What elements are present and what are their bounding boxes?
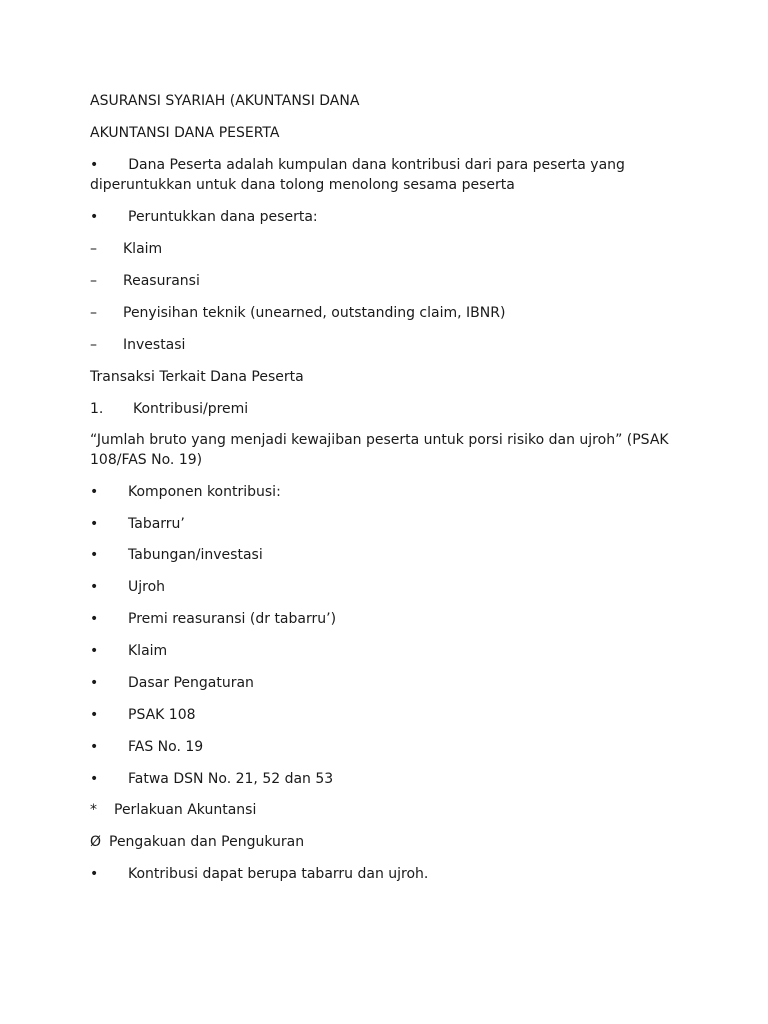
numbered-item-text: Kontribusi/premi bbox=[133, 401, 249, 417]
list-item-text: FAS No. 19 bbox=[128, 739, 204, 755]
bullet-marker: • bbox=[90, 675, 99, 691]
list-item-text: Fatwa DSN No. 21, 52 dan 53 bbox=[128, 771, 334, 787]
bullet-marker: • bbox=[90, 739, 99, 755]
list-item-text: Dasar Pengaturan bbox=[128, 675, 254, 691]
dash-marker: – bbox=[90, 241, 97, 257]
list-item-text: Klaim bbox=[128, 643, 168, 659]
bullet-marker: • bbox=[90, 611, 99, 627]
bullet-marker: • bbox=[90, 547, 99, 563]
list-item-text: Komponen kontribusi: bbox=[128, 484, 281, 500]
list-item-text: PSAK 108 bbox=[128, 707, 196, 723]
bullet-marker: • bbox=[90, 579, 99, 595]
bullet-marker: • bbox=[90, 771, 99, 787]
list-item-text: Investasi bbox=[123, 337, 186, 353]
list-item-text: Reasuransi bbox=[123, 273, 200, 289]
list-item-text: Tabungan/investasi bbox=[128, 547, 263, 563]
bullet-marker: • bbox=[90, 707, 99, 723]
asterisk-marker: * bbox=[90, 802, 97, 818]
bullet-marker: • bbox=[90, 866, 99, 882]
document-subtitle: AKUNTANSI DANA PESERTA bbox=[90, 125, 280, 141]
document-title: ASURANSI SYARIAH (AKUNTANSI DANA bbox=[90, 93, 360, 109]
quote-paragraph: “Jumlah bruto yang menjadi kewajiban peserta untuk porsi risiko dan ujroh” (PSAK 108/FAS No. 19) bbox=[90, 432, 669, 468]
list-item-text: Tabarru’ bbox=[128, 516, 185, 532]
list-item-text: Kontribusi dapat berupa tabarru dan ujroh. bbox=[128, 866, 429, 882]
list-item-text: Perlakuan Akuntansi bbox=[114, 802, 257, 818]
bullet-paragraph-dana-peserta bbox=[90, 155, 680, 195]
bullet-text: Dana Peserta adalah kumpulan dana kontribusi dari para peserta yang diperuntukkan untuk dana tolong menolong sesama peserta bbox=[90, 157, 625, 193]
bullet-marker: • bbox=[90, 157, 99, 173]
section-heading: Transaksi Terkait Dana Peserta bbox=[90, 369, 304, 385]
bullet-marker: • bbox=[90, 516, 99, 532]
bullet-marker: • bbox=[90, 484, 99, 500]
dash-marker: – bbox=[90, 273, 97, 289]
dash-marker: – bbox=[90, 337, 97, 353]
bullet-marker: • bbox=[90, 643, 99, 659]
list-item-text: Ujroh bbox=[128, 579, 166, 595]
dash-marker: – bbox=[90, 305, 97, 321]
list-item-text: Penyisihan teknik (unearned, outstanding claim, IBNR) bbox=[123, 305, 506, 321]
number-marker: 1. bbox=[90, 401, 104, 417]
list-item-text: Pengakuan dan Pengukuran bbox=[109, 834, 305, 850]
bullet-marker: • bbox=[90, 209, 99, 225]
empty-set-marker: Ø bbox=[90, 834, 102, 850]
list-item-text: Premi reasuransi (dr tabarru’) bbox=[128, 611, 337, 627]
list-item-text: Klaim bbox=[123, 241, 163, 257]
list-item-text: Peruntukkan dana peserta: bbox=[128, 209, 318, 225]
